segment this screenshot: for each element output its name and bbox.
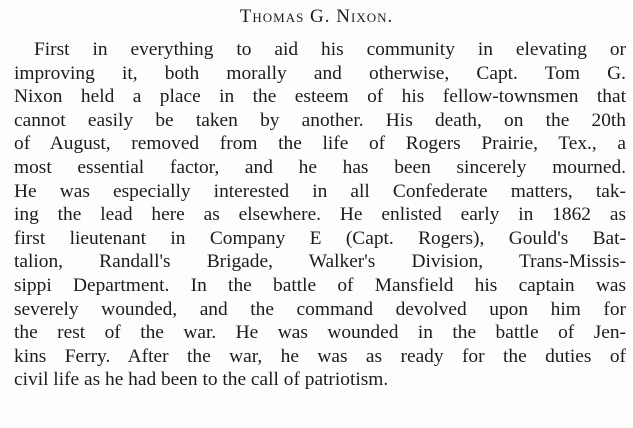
body-line: first lieutenant in Company E (Capt. Rogers), Gould's Bat- [14, 227, 626, 249]
body-line: ing the lead here as elsewhere. He enlisted early in 1862 as [14, 204, 626, 226]
body-line: severely wounded, and the command devolved upon him for [14, 298, 626, 320]
body-line: kins Ferry. After the war, he was as ready for the duties of [14, 345, 626, 367]
body-line: talion, Randall's Brigade, Walker's Division, Trans-Missis- [14, 251, 626, 273]
body-line: First in everything to aid his community in elevating or [34, 39, 626, 60]
body-line: sippi Department. In the battle of Mansfield his captain was [14, 274, 626, 296]
body-line: most essential factor, and he has been sincerely mourned. [14, 156, 626, 178]
body-line: He was especially interested in all Confederate matters, tak- [14, 180, 626, 202]
body-line: cannot easily be taken by another. His death, on the 20th [14, 109, 626, 131]
article-body [14, 38, 626, 392]
body-line: the rest of the war. He was wounded in the battle of Jen- [14, 322, 626, 344]
body-line: of August, removed from the life of Rogers Prairie, Tex., a [14, 133, 626, 155]
body-line: improving it, both morally and otherwise, Capt. Tom G. [14, 62, 626, 84]
body-line: civil life as he had been to the call of patriotism. [14, 369, 389, 391]
article-title: Thomas G. Nixon. [239, 6, 394, 27]
body-line: Nixon held a place in the esteem of his fellow-townsmen that [14, 86, 626, 108]
